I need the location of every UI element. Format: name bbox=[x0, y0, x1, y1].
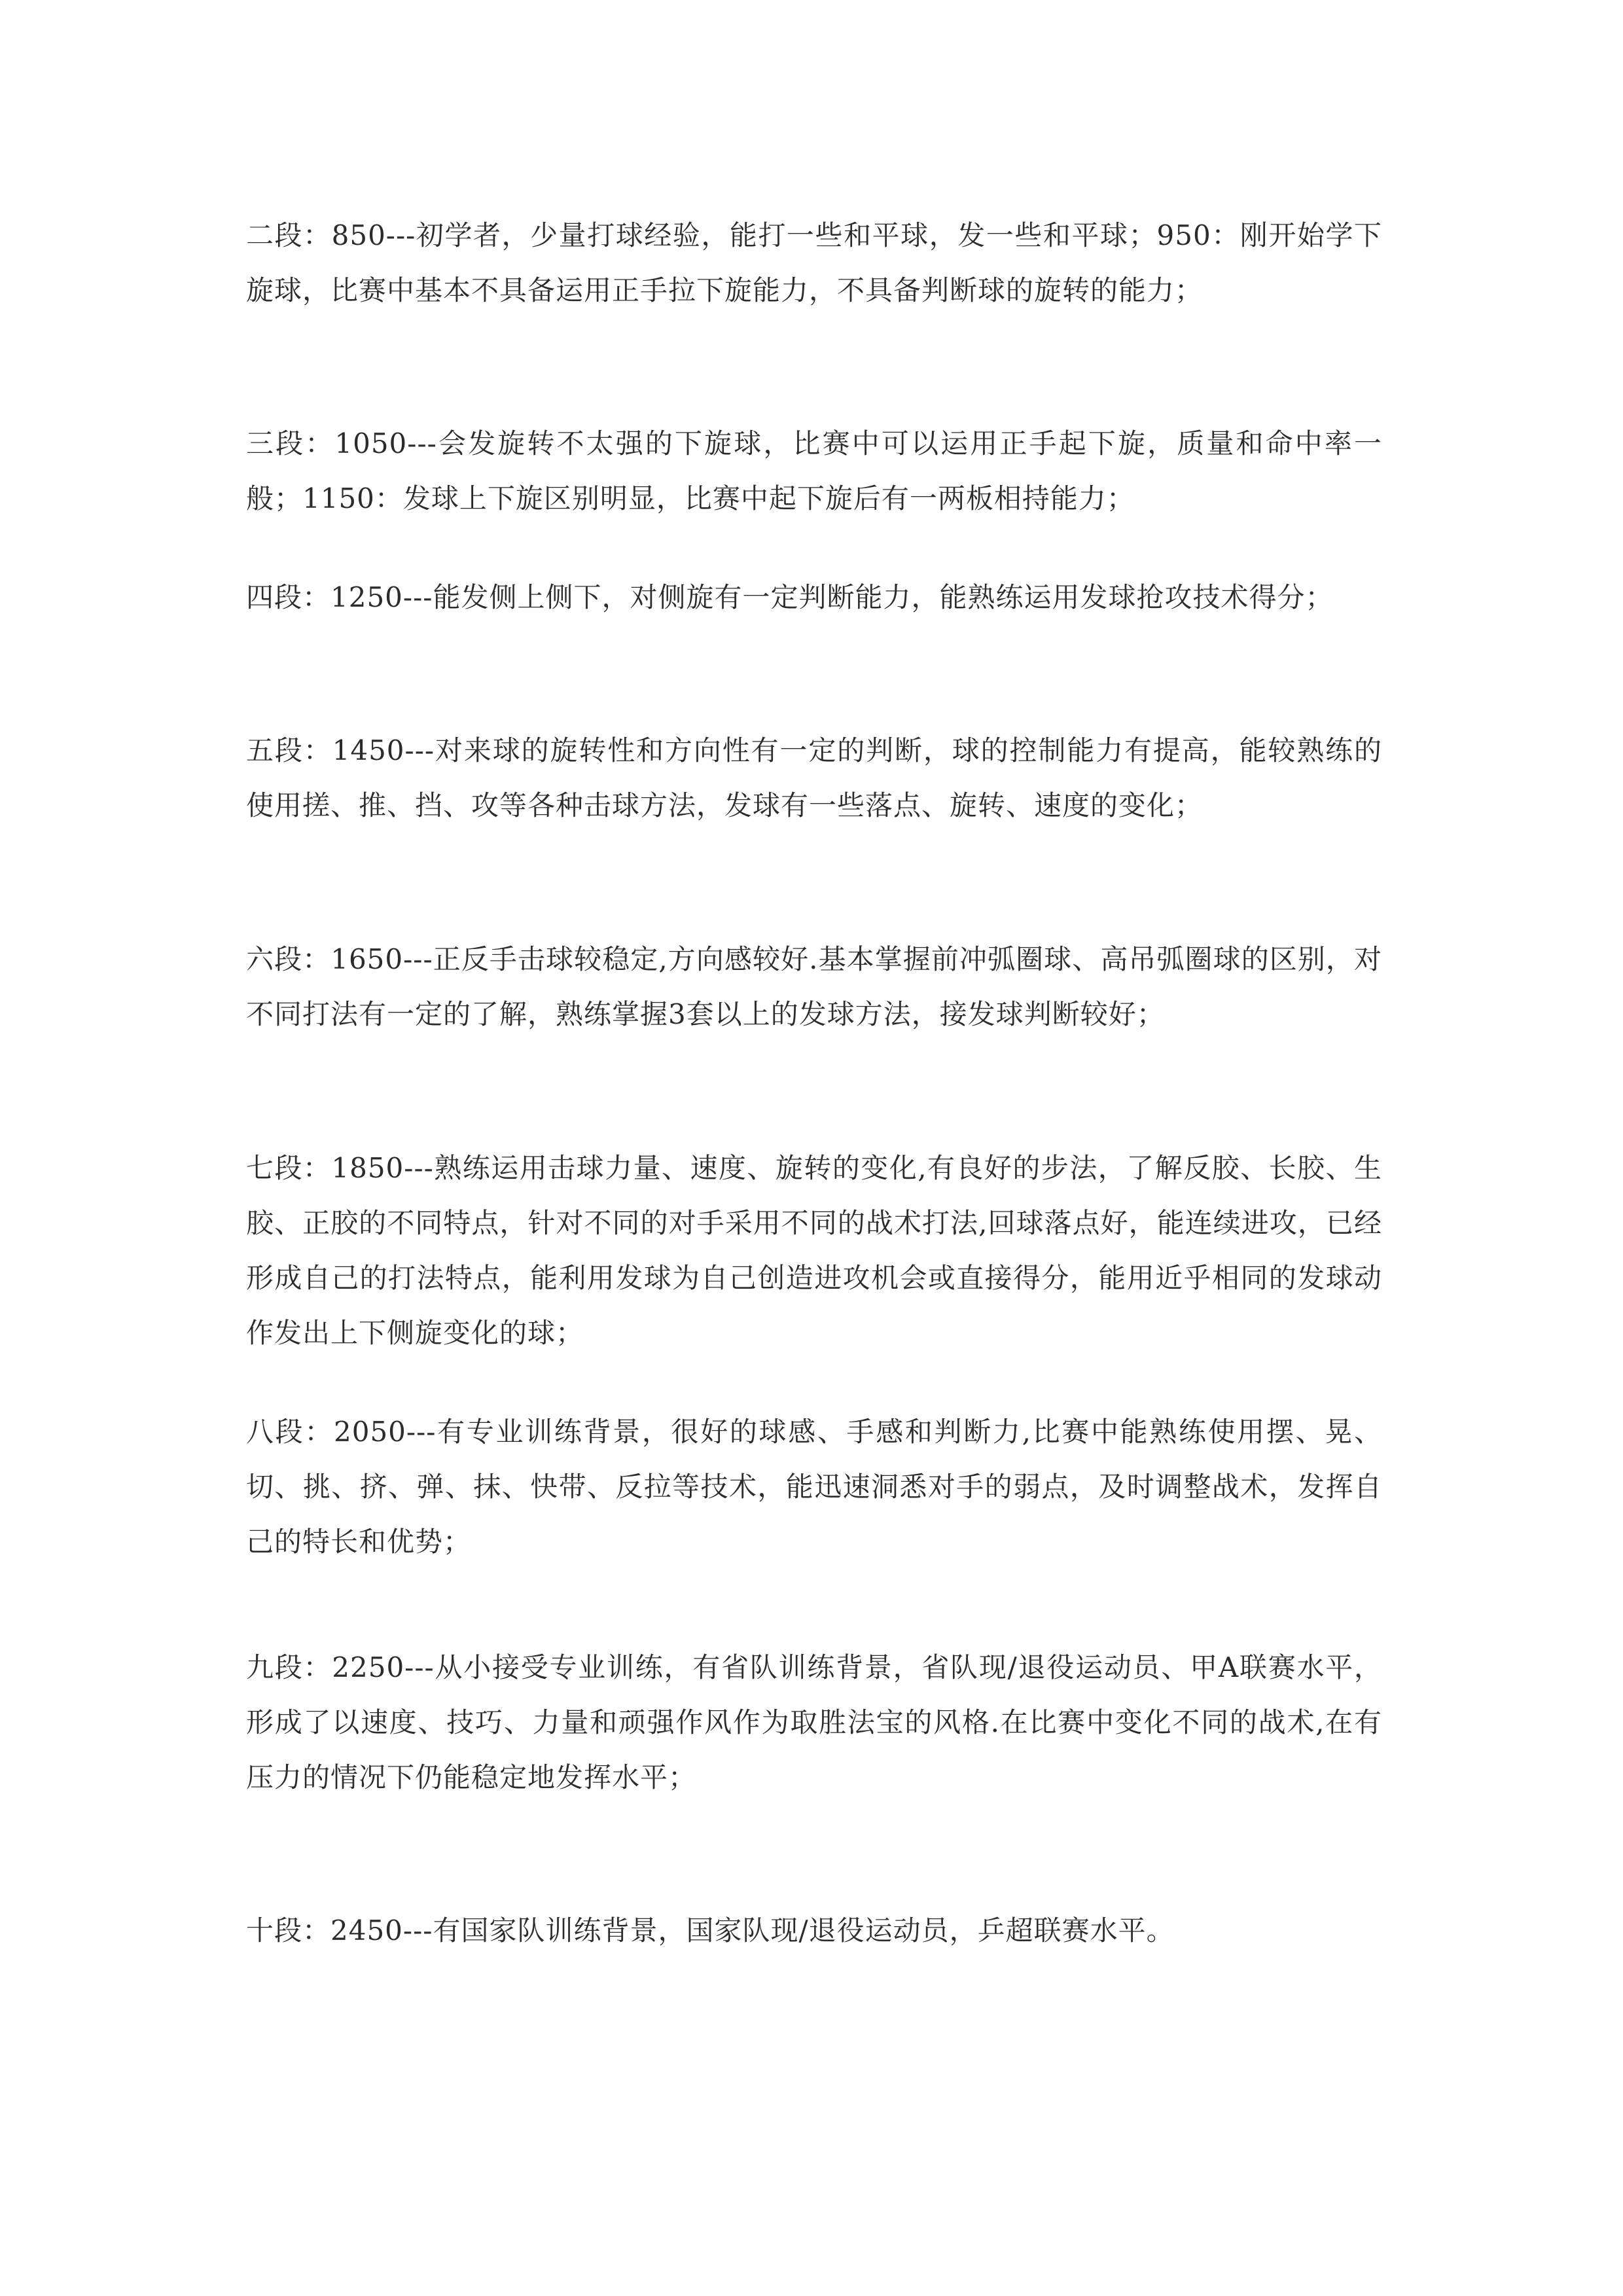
paragraph-level-2: 二段：850---初学者，少量打球经验，能打一些和平球，发一些和平球；950：刚开始学下旋球，比赛中基本不具备运用正手拉下旋能力，不具备判断球的旋转的能力； bbox=[246, 219, 1382, 306]
paragraph-level-4: 四段：1250---能发侧上侧下，对侧旋有一定判断能力，能熟练运用发球抢攻技术得分； bbox=[246, 581, 1334, 613]
paragraph-level-10: 十段：2450---有国家队训练背景，国家队现/退役运动员，乒超联赛水平。 bbox=[246, 1914, 1175, 1946]
paragraph-level-8: 八段：2050---有专业训练背景，很好的球感、手感和判断力,比赛中能熟练使用摆、晃、切、挑、挤、弹、抹、快带、反拉等技术，能迅速洞悉对手的弱点，及时调整战术，发挥自己的特长和优势； bbox=[246, 1416, 1382, 1558]
paragraph-level-9: 九段：2250---从小接受专业训练，有省队训练背景，省队现/退役运动员、甲A联赛水平，形成了以速度、技巧、力量和顽强作风作为取胜法宝的风格.在比赛中变化不同的战术,在有压力的情况下仍能稳定地发挥水平； bbox=[246, 1651, 1382, 1793]
paragraph-level-7: 七段：1850---熟练运用击球力量、速度、旋转的变化,有良好的步法，了解反胶、长胶、生胶、正胶的不同特点，针对不同的对手采用不同的战术打法,回球落点好，能连续进攻，已经形成自己的打法特点，能利用发球为自己创造进攻机会或直接得分，能用近乎相同的发球动作发出上下侧旋变化的球； bbox=[246, 1152, 1382, 1349]
paragraph-level-3: 三段：1050---会发旋转不太强的下旋球，比赛中可以运用正手起下旋，质量和命中率一般；1150：发球上下旋区别明显，比赛中起下旋后有一两板相持能力； bbox=[246, 427, 1382, 514]
paragraph-level-5: 五段：1450---对来球的旋转性和方向性有一定的判断，球的控制能力有提高，能较熟练的使用搓、推、挡、攻等各种击球方法，发球有一些落点、旋转、速度的变化； bbox=[246, 734, 1382, 821]
paragraph-level-6: 六段：1650---正反手击球较稳定,方向感较好.基本掌握前冲弧圈球、高吊弧圈球的区别，对不同打法有一定的了解，熟练掌握3套以上的发球方法，接发球判断较好； bbox=[246, 943, 1382, 1030]
